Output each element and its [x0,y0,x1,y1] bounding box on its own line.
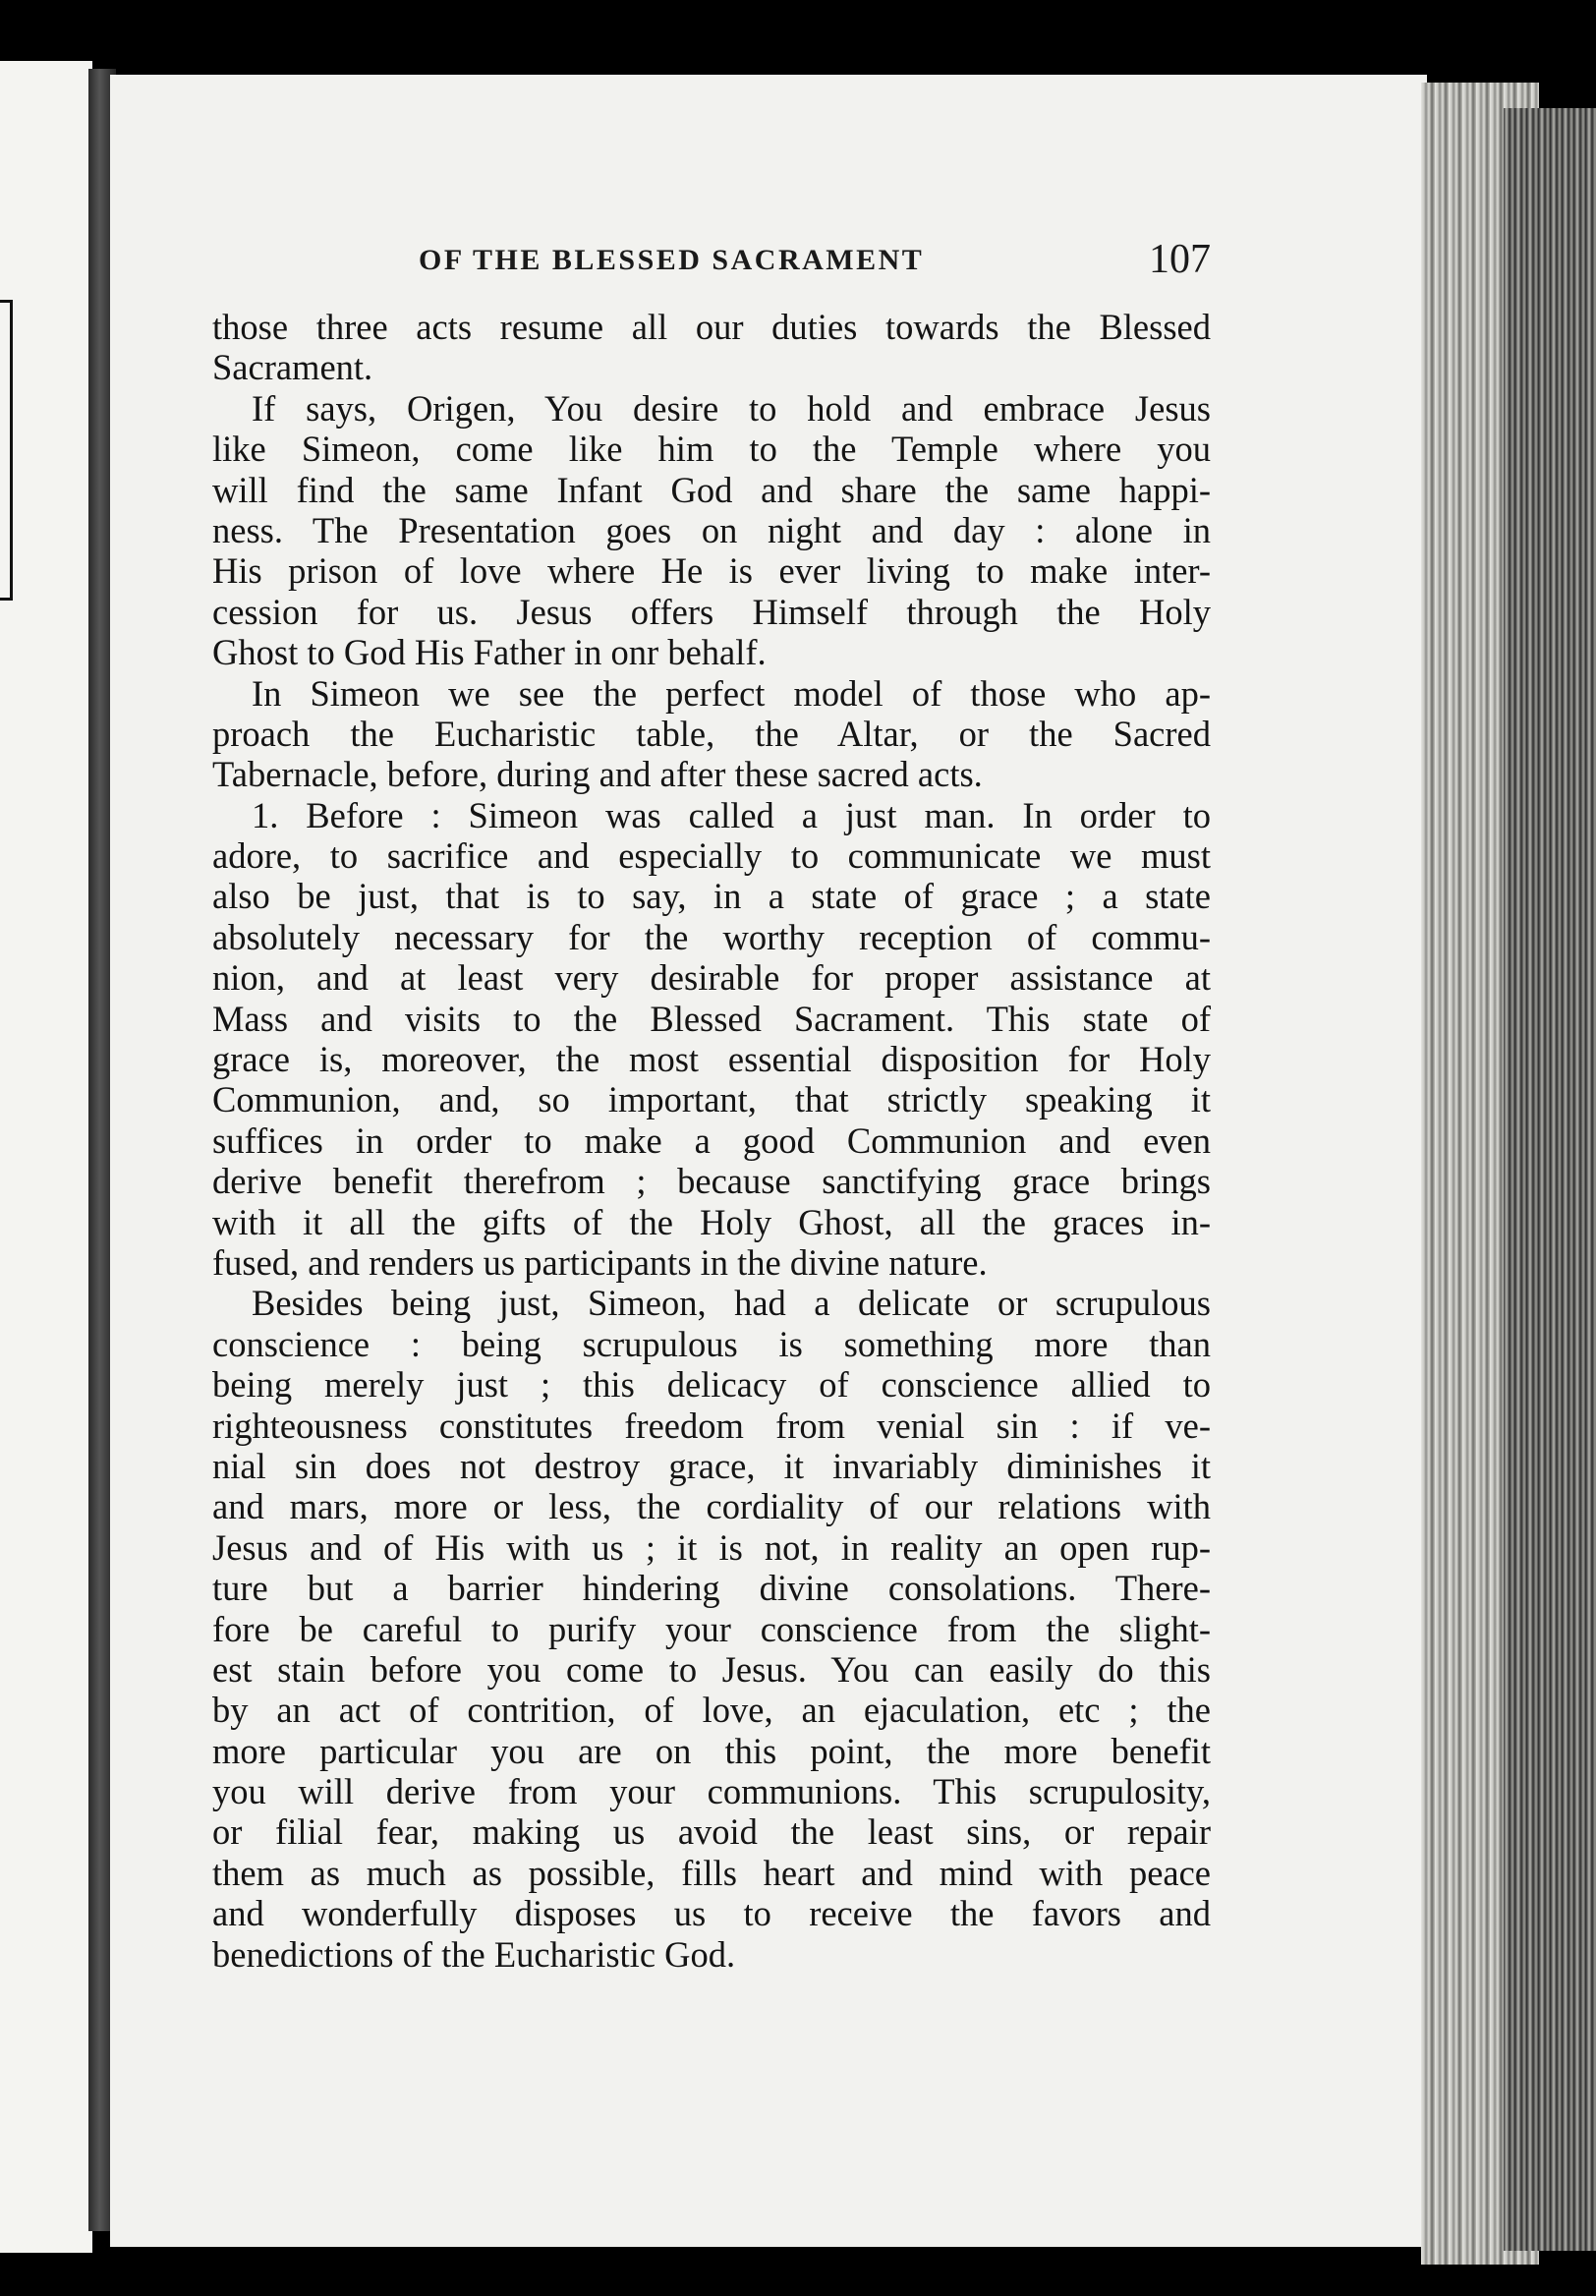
text-line: 1. Before : Simeon was called a just man. In order to [252,794,1211,835]
text-line: adore, to sacrifice and especially to communicate we must [212,835,1211,877]
text-line: Besides being just, Simeon, had a delicate or scrupulous [252,1283,1211,1324]
text-line: est stain before you come to Jesus. You can easily do this [212,1648,1211,1690]
text-line: ness. The Presentation goes on night and day : alone in [212,509,1211,550]
text-line: will find the same Infant God and share the same happi- [212,469,1211,510]
text-line: ture but a barrier hindering divine consolations. There- [212,1568,1211,1609]
running-head [212,236,1211,295]
text-line: nial sin does not destroy grace, it invariably diminishes it [212,1445,1211,1486]
page-number: 107 [1149,237,1211,282]
text-line: nion, and at least very desirable for proper assistance at [212,957,1211,999]
text-line: righteousness constitutes freedom from venial sin : if ve- [212,1405,1211,1446]
text-line: more particular you are on this point, the more benefit [212,1730,1211,1771]
text-line: suffices in order to make a good Communion and even [212,1119,1211,1161]
text-line: being merely just ; this delicacy of conscience allied to [212,1364,1211,1406]
text-line: fused, and renders us participants in the divine nature. [212,1241,988,1283]
book-cover-edge [1504,108,1596,2251]
text-line: with it all the gifts of the Holy Ghost, all the graces in- [212,1201,1211,1242]
text-line: Mass and visits to the Blessed Sacrament. This state of [212,998,1211,1039]
text-line: Communion, and, so important, that strictly speaking it [212,1079,1211,1120]
text-line: benedictions of the Eucharistic God. [212,1933,736,1975]
text-line: by an act of contrition, of love, an ejaculation, etc ; the [212,1690,1211,1731]
body-text [212,307,1211,1975]
text-line: grace is, moreover, the most essential disposition for Holy [212,1039,1211,1080]
text-line: derive benefit therefrom ; because sanctifying grace brings [212,1161,1211,1202]
left-page-edge [0,61,92,2253]
running-title: OF THE BLESSED SACRAMENT [419,244,925,276]
text-line: If says, Origen, You desire to hold and embrace Jesus [252,387,1211,429]
text-line: or filial fear, making us avoid the least sins, or repair [212,1811,1211,1853]
text-line: like Simeon, come like him to the Temple where you [212,429,1211,470]
text-line: and mars, more or less, the cordiality of our relations with [212,1486,1211,1527]
text-line: absolutely necessary for the worthy reception of commu- [212,916,1211,957]
text-line: Sacrament. [212,347,373,388]
text-line: Jesus and of His with us ; it is not, in reality an open rup- [212,1526,1211,1568]
text-line: Tabernacle, before, during and after these sacred acts. [212,754,983,795]
text-line: In Simeon we see the perfect model of those who ap- [252,672,1211,714]
text-line: fore be careful to purify your conscience from the slight- [212,1608,1211,1649]
text-line: and wonderfully disposes us to receive the favors and [212,1893,1211,1934]
text-line: you will derive from your communions. This scrupulosity, [212,1771,1211,1812]
text-line: His prison of love where He is ever living to make inter- [212,550,1211,592]
text-line: those three acts resume all our duties towards the Blessed [212,307,1211,347]
text-line: cession for us. Jesus offers Himself through the Holy [212,591,1211,632]
text-line: also be just, that is to say, in a state of grace ; a state [212,876,1211,917]
text-line: Ghost to God His Father in onr behalf. [212,632,767,673]
left-page-tab [0,300,13,601]
text-line: proach the Eucharistic table, the Altar, or the Sacred [212,713,1211,754]
text-line: conscience : being scrupulous is something more than [212,1323,1211,1364]
text-line: them as much as possible, fills heart and mind with peace [212,1852,1211,1893]
